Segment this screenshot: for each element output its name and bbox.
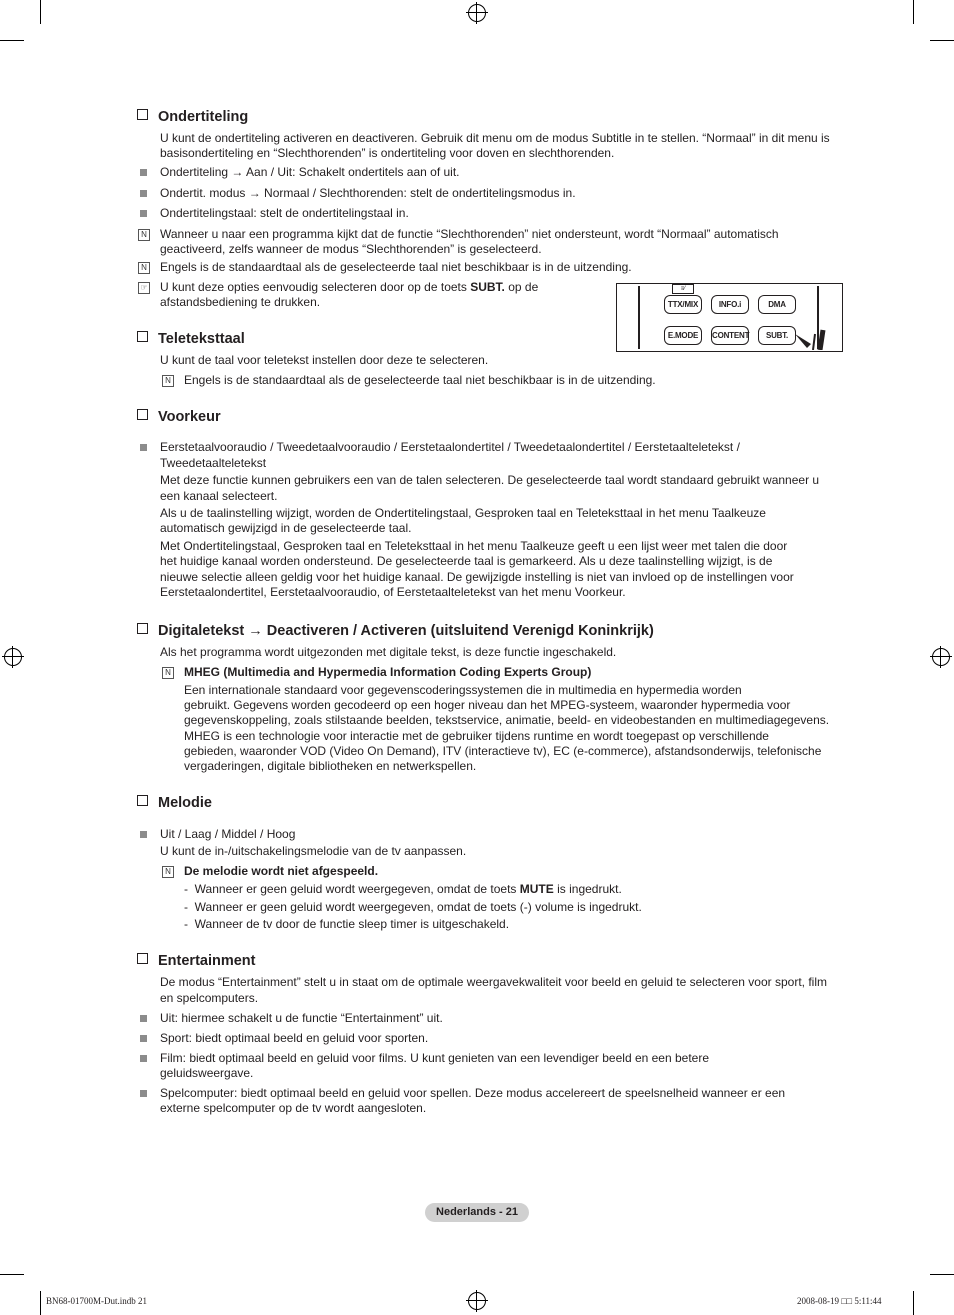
checkbox-icon	[137, 331, 148, 342]
note-text: Engels is de standaardtaal als de geselecteerde taal niet beschikbaar is in de uitzending.	[184, 373, 656, 387]
paragraph: Als het programma wordt uitgezonden met digitale tekst, is deze functie ingeschakeld.	[160, 645, 617, 659]
list-item: Ondertiteling → Aan / Uit: Schakelt ondertitels aan of uit.	[160, 165, 460, 179]
paragraph: gebruikt. Gegevens worden gecodeerd op een hoger niveau dan het MPEG-systeem, waaronder hypermedia voor	[184, 698, 791, 712]
checkbox-icon	[137, 409, 148, 420]
paragraph: MHEG is een technologie voor interactie met de gebruiker tijdens runtime en wordt toegepast op verschillende	[184, 729, 769, 743]
subt-button: SUBT.	[758, 326, 796, 345]
list-item: externe spelcomputer op de tv wordt aangesloten.	[160, 1101, 427, 1115]
page-number-badge: Nederlands - 21	[425, 1203, 529, 1222]
note-icon: N	[162, 866, 174, 878]
bullet-icon	[140, 1090, 147, 1097]
bullet-icon	[140, 831, 147, 838]
registration-mark-icon	[468, 1292, 486, 1310]
paragraph: het huidige kanaal worden ondersteund. De geselecteerde taal is gemarkeerd. Als u deze taalinstelling wijzigt, is de	[160, 554, 773, 568]
paragraph: De modus “Entertainment” stelt u in staat om de optimale weergavekwaliteit voor beeld en geluid te selecteren voor sport, film	[160, 975, 827, 989]
crop-mark	[0, 1274, 24, 1275]
bullet-icon	[140, 444, 147, 451]
bullet-icon	[140, 190, 147, 197]
note-text: Wanneer u naar een programma kijkt dat de functie “Slechthorenden” niet ondersteunt, wordt “Normaal” automatisch	[160, 227, 779, 241]
list-item: Eerstetaalvooraudio / Tweedetaalvooraudio / Eerstetaalondertitel / Tweedetaalondertitel / Eerstetaalteletekst /	[160, 440, 740, 454]
section-title-ondertiteling: Ondertiteling	[137, 109, 248, 125]
registration-mark-icon	[4, 648, 22, 666]
list-item: Ondertitelingstaal: stelt de ondertitelingstaal in.	[160, 206, 409, 220]
note-icon: N	[162, 667, 174, 679]
dash-item: - Wanneer er geen geluid wordt weergegeven, omdat de toets (-) volume is ingedrukt.	[184, 900, 642, 914]
crop-mark	[40, 0, 41, 24]
note-title: MHEG (Multimedia and Hypermedia Information Coding Experts Group)	[184, 665, 592, 679]
note-icon: N	[138, 229, 150, 241]
bullet-icon	[140, 169, 147, 176]
tip-text: afstandsbediening te drukken.	[160, 295, 321, 309]
crop-mark	[930, 1274, 954, 1275]
paragraph: gebieden, waaronder VOD (Video On Demand), ITV (interactieve tv), EC (e-commerce), afstandsonderwijs, telefonische	[184, 744, 822, 758]
section-title-entertainment: Entertainment	[137, 953, 256, 969]
paragraph: en spelcomputers.	[160, 991, 259, 1005]
section-title-digitaletekst: Digitaletekst → Deactiveren / Activeren (uitsluitend Verenigd Koninkrijk)	[137, 623, 654, 639]
footer-date: 2008-08-19 □□ 5:11:44	[797, 1296, 882, 1306]
dash-item: - Wanneer de tv door de functie sleep timer is uitgeschakeld.	[184, 917, 510, 931]
footer-file: BN68-01700M-Dut.indb 21	[46, 1296, 147, 1306]
paragraph: Eerstetaalondertitel, Eerstetaalvooraudio, of Eerstetaalteletekst van het menu Voorkeur.	[160, 585, 626, 599]
bullet-icon	[140, 1055, 147, 1062]
content-button: CONTENT	[711, 326, 749, 345]
paragraph: Met Ondertitelingstaal, Gesproken taal en Teleteksttaal in het menu Taalkeuze geeft u een lijst weer met talen die door	[160, 539, 788, 553]
note-title: De melodie wordt niet afgespeeld.	[184, 864, 379, 878]
note-icon: N	[162, 375, 174, 387]
paragraph: nieuwe selectie alleen geldig voor het huidige kanaal. De gewijzigde instelling is niet van invloed op de instellingen voor	[160, 570, 794, 584]
paragraph: U kunt de taal voor teletekst instellen door deze te selecteren.	[160, 353, 489, 367]
info-button: INFO.i	[711, 295, 749, 314]
crop-mark	[40, 1291, 41, 1315]
list-item: geluidsweergave.	[160, 1066, 254, 1080]
registration-mark-icon	[932, 648, 950, 666]
remote-control-illustration	[616, 283, 843, 352]
paragraph: gegevenskoppeling, zoals stilstaande beelden, tekstservice, animatie, beeld- en videobestanden en multimediagegevens.	[184, 713, 830, 727]
checkbox-icon	[137, 623, 148, 634]
section-title-melodie: Melodie	[137, 795, 212, 811]
note-text: geactiveerd, zelfs wanneer de modus “Slechthorenden” is geselecteerd.	[160, 242, 542, 256]
paragraph: Met deze functie kunnen gebruikers een van de talen selecteren. De geselecteerde taal wordt standaard gebruikt wanneer u	[160, 473, 820, 487]
checkbox-icon	[137, 953, 148, 964]
crop-mark	[0, 40, 24, 41]
paragraph: een kanaal selecteert.	[160, 489, 278, 503]
list-item: Film: biedt optimaal beeld en geluid voor films. U kunt genieten van een levendiger beeld en een betere	[160, 1051, 710, 1065]
list-item: Ondertit. modus → Normaal / Slechthorenden: stelt de ondertitelingsmodus in.	[160, 186, 576, 200]
remote-edge-line	[638, 286, 640, 349]
paragraph: Een internationale standaard voor gegevenscoderingssystemen die in multimedia en hypermedia worden	[184, 683, 742, 697]
bullet-icon	[140, 1035, 147, 1042]
ttx-mix-button: TTX/MIX	[664, 295, 702, 314]
note-icon: N	[138, 262, 150, 274]
list-item: Sport: biedt optimaal beeld en geluid voor sporten.	[160, 1031, 429, 1045]
e-mode-button: E.MODE	[664, 326, 702, 345]
paragraph: Als u de taalinstelling wijzigt, worden de Ondertitelingstaal, Gesproken taal en Teleteksttaal in het menu Taalkeuze	[160, 506, 766, 520]
paragraph: basisondertiteling en “Slechthorenden” is ondertiteling voor doven en slechthorenden.	[160, 146, 615, 160]
paragraph: vergaderingen, digitale bibliotheken en netwerkspellen.	[184, 759, 477, 773]
list-item: Spelcomputer: biedt optimaal beeld en geluid voor spellen. Deze modus accelereert de speelsnelheid wanneer er een	[160, 1086, 786, 1100]
section-title-teleteksttaal: Teleteksttaal	[137, 331, 245, 347]
paragraph: automatisch gewijzigd in de geselecteerde taal.	[160, 521, 412, 535]
dma-button: DMA	[758, 295, 796, 314]
list-item: Uit / Laag / Middel / Hoog	[160, 827, 296, 841]
dash-item: - Wanneer er geen geluid wordt weergegeven, omdat de toets MUTE is ingedrukt.	[184, 882, 622, 896]
registration-mark-icon	[468, 4, 486, 22]
pointer-arrow-icon	[793, 328, 833, 350]
paragraph: U kunt de ondertiteling activeren en deactiveren. Gebruik dit menu om de modus Subtitle in te stellen. “Normaal” in dit menu is	[160, 131, 830, 145]
bullet-icon	[140, 210, 147, 217]
note-text: Engels is de standaardtaal als de geselecteerde taal niet beschikbaar is in de uitzending.	[160, 260, 632, 274]
teletext-icon: ≡⁄	[672, 284, 694, 294]
bullet-icon	[140, 1015, 147, 1022]
hand-tip-icon: ☞	[138, 282, 150, 294]
tip-text: U kunt deze opties eenvoudig selecteren door op de toets SUBT. op de	[160, 280, 539, 294]
crop-mark	[913, 0, 914, 24]
paragraph: U kunt de in-/uitschakelingsmelodie van de tv aanpassen.	[160, 844, 467, 858]
checkbox-icon	[137, 109, 148, 120]
list-item: Uit: hiermee schakelt u de functie “Entertainment” uit.	[160, 1011, 443, 1025]
crop-mark	[913, 1291, 914, 1315]
list-item: Tweedetaalteletekst	[160, 456, 267, 470]
section-title-voorkeur: Voorkeur	[137, 409, 221, 425]
crop-mark	[930, 40, 954, 41]
checkbox-icon	[137, 795, 148, 806]
